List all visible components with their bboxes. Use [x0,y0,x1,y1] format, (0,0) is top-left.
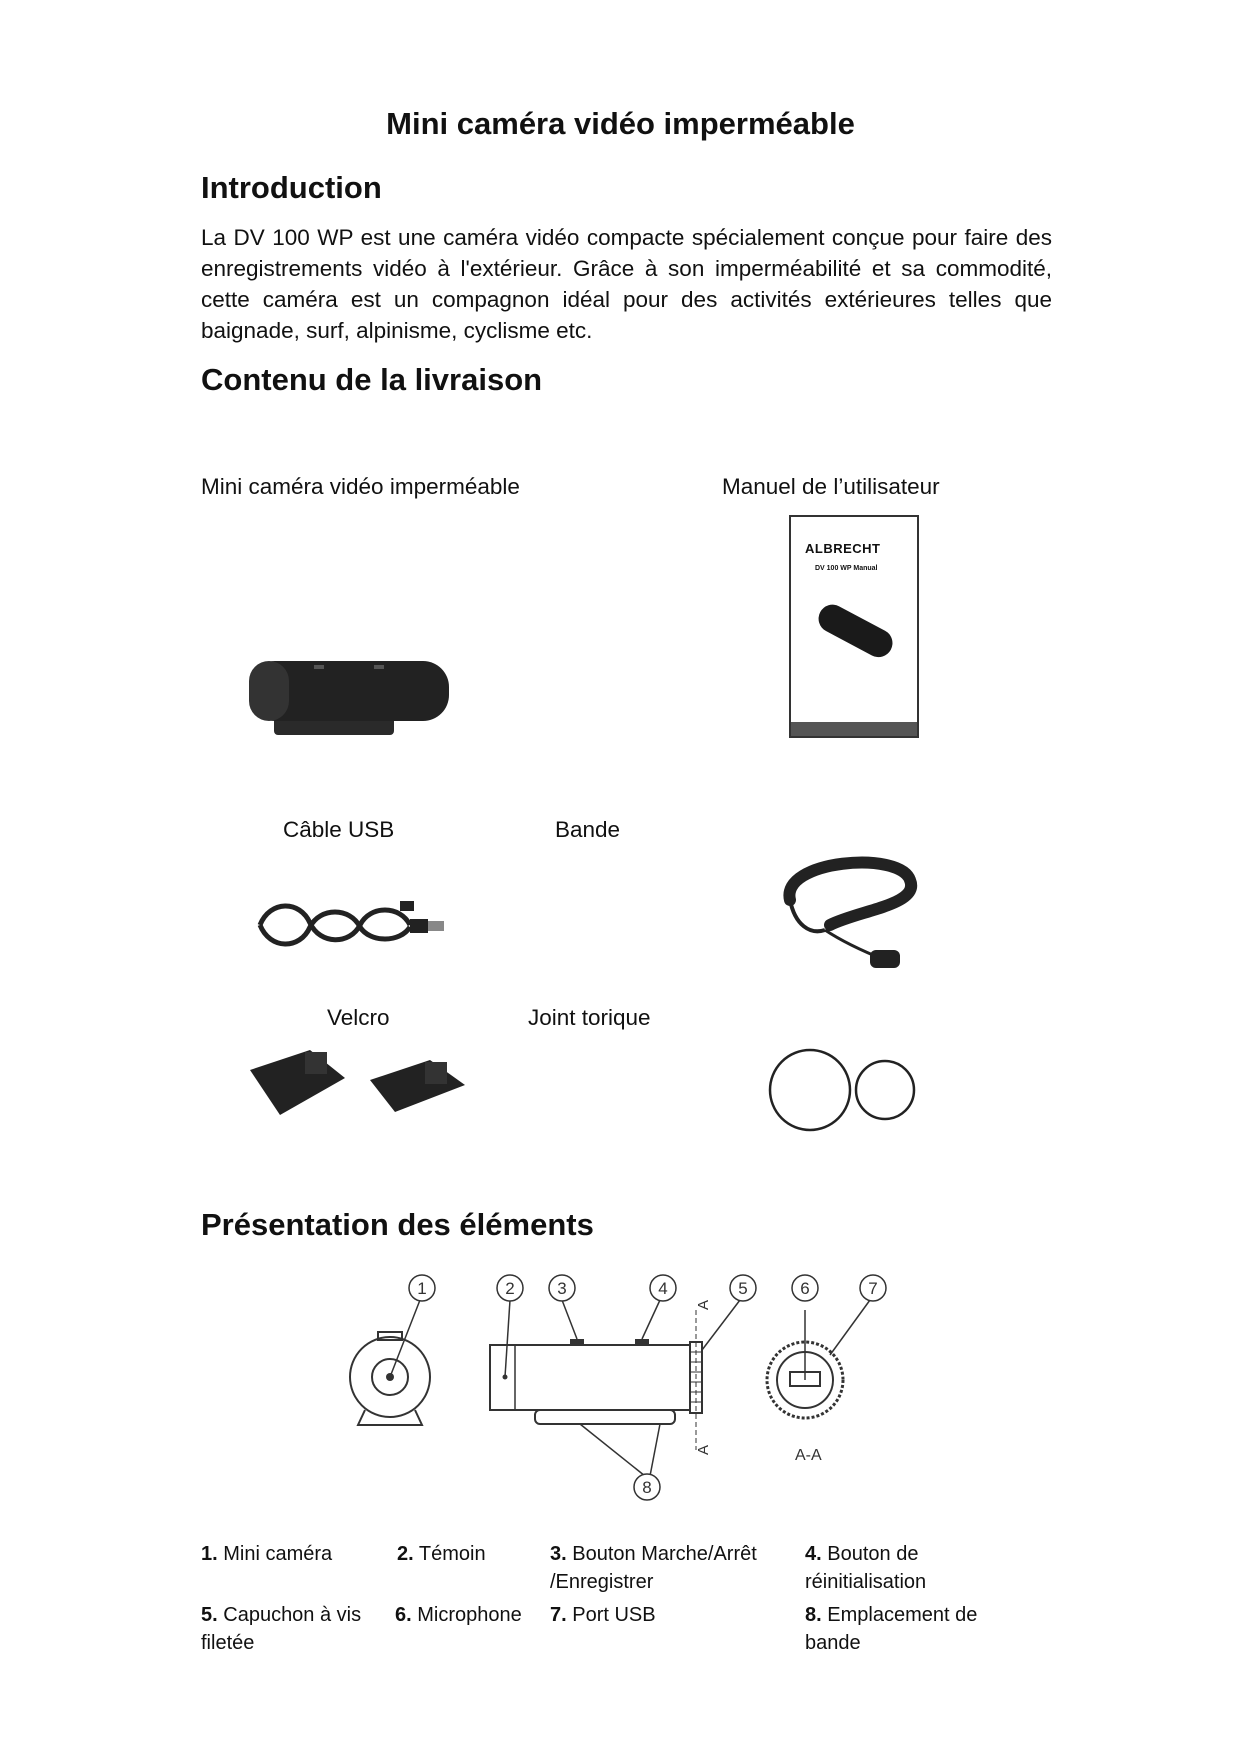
callout-1-number: 1 [417,1279,427,1298]
legend-item-6-number: 6. [395,1604,412,1626]
legend-item-3 [550,1540,780,1596]
callout-3-number: 3 [557,1279,567,1298]
manual-label: Manuel de l’utilisateur [722,474,940,499]
legend-item-5-text: Capuchon à vis filetée [201,1604,362,1654]
manual-camera-graphic [811,595,901,665]
oring-label: Joint torique [528,1005,651,1030]
manual-brand: ALBRECHT [805,541,881,556]
legend-item-6 [395,1601,545,1629]
callout-3 [549,1275,575,1301]
section-label: A-A [795,1447,822,1464]
callout-8-number: 8 [642,1478,652,1497]
legend-item-2 [397,1540,547,1568]
legend-item-4 [805,1540,955,1596]
legend-item-6-text: Microphone [417,1604,522,1626]
legend-item-1-number: 1. [201,1543,218,1565]
callout-1 [409,1275,435,1301]
legend-item-7-number: 7. [550,1604,567,1626]
section-mark-bottom: A [695,1444,712,1455]
velcro-image [245,1040,475,1120]
section-mark-top: A [695,1299,712,1310]
callout-4-number: 4 [658,1279,668,1298]
strap-label: Bande [555,817,621,842]
callout-2 [497,1275,523,1301]
strap-image [770,850,920,975]
callout-4 [650,1275,676,1301]
legend-item-8 [805,1601,1020,1657]
legend-item-1 [201,1540,371,1568]
legend-item-3-text: Bouton Marche/Arrêt /Enregistrer [550,1543,757,1593]
oring-image [765,1045,925,1135]
callout-7 [860,1275,886,1301]
page-title: Mini caméra vidéo imperméable [386,106,855,141]
parts-diagram [350,1270,920,1500]
legend-item-5 [201,1601,376,1657]
section-view [767,1300,870,1418]
callout-6 [792,1275,818,1301]
legend-item-2-number: 2. [397,1543,414,1565]
legend-item-8-text: Emplacement de bande [805,1604,978,1654]
legend-item-7-text: Port USB [572,1604,656,1626]
front-view [350,1300,430,1425]
legend-item-5-number: 5. [201,1604,218,1626]
legend-item-4-text: Bouton de réinitialisation [805,1543,927,1593]
camera-label: Mini caméra vidéo imperméable [201,474,520,499]
manual-image [789,515,919,738]
velcro-label: Velcro [327,1005,390,1030]
parts-heading: Présentation des éléments [201,1207,594,1242]
manual-subtitle: DV 100 WP Manual [815,565,878,572]
callout-8 [634,1474,660,1500]
introduction-paragraph: La DV 100 WP est une caméra vidéo compacte spécialement conçue pour faire des enregistrements vidéo à l'extérieur. Grâce à son imperméabilité et sa commodité, cette caméra est un compagnon idéal pour des activités extérieures telles que baignade, surf, alpinisme, cyclisme etc. [201,225,1052,343]
legend-item-4-number: 4. [805,1543,822,1565]
callout-7-number: 7 [868,1279,878,1298]
camera-image [244,655,454,745]
legend-item-7 [550,1601,750,1629]
introduction-heading: Introduction [201,170,382,205]
usb-cable-image [250,895,450,955]
legend-item-2-text: Témoin [418,1543,486,1565]
legend-item-8-number: 8. [805,1604,822,1626]
contents-heading: Contenu de la livraison [201,362,543,397]
callout-5 [730,1275,756,1301]
callout-5-number: 5 [738,1279,748,1298]
usb-cable-label: Câble USB [283,817,395,842]
legend-item-3-number: 3. [550,1543,567,1565]
legend-item-1-text: Mini caméra [223,1543,333,1565]
callout-6-number: 6 [800,1279,810,1298]
callout-2-number: 2 [505,1279,515,1298]
